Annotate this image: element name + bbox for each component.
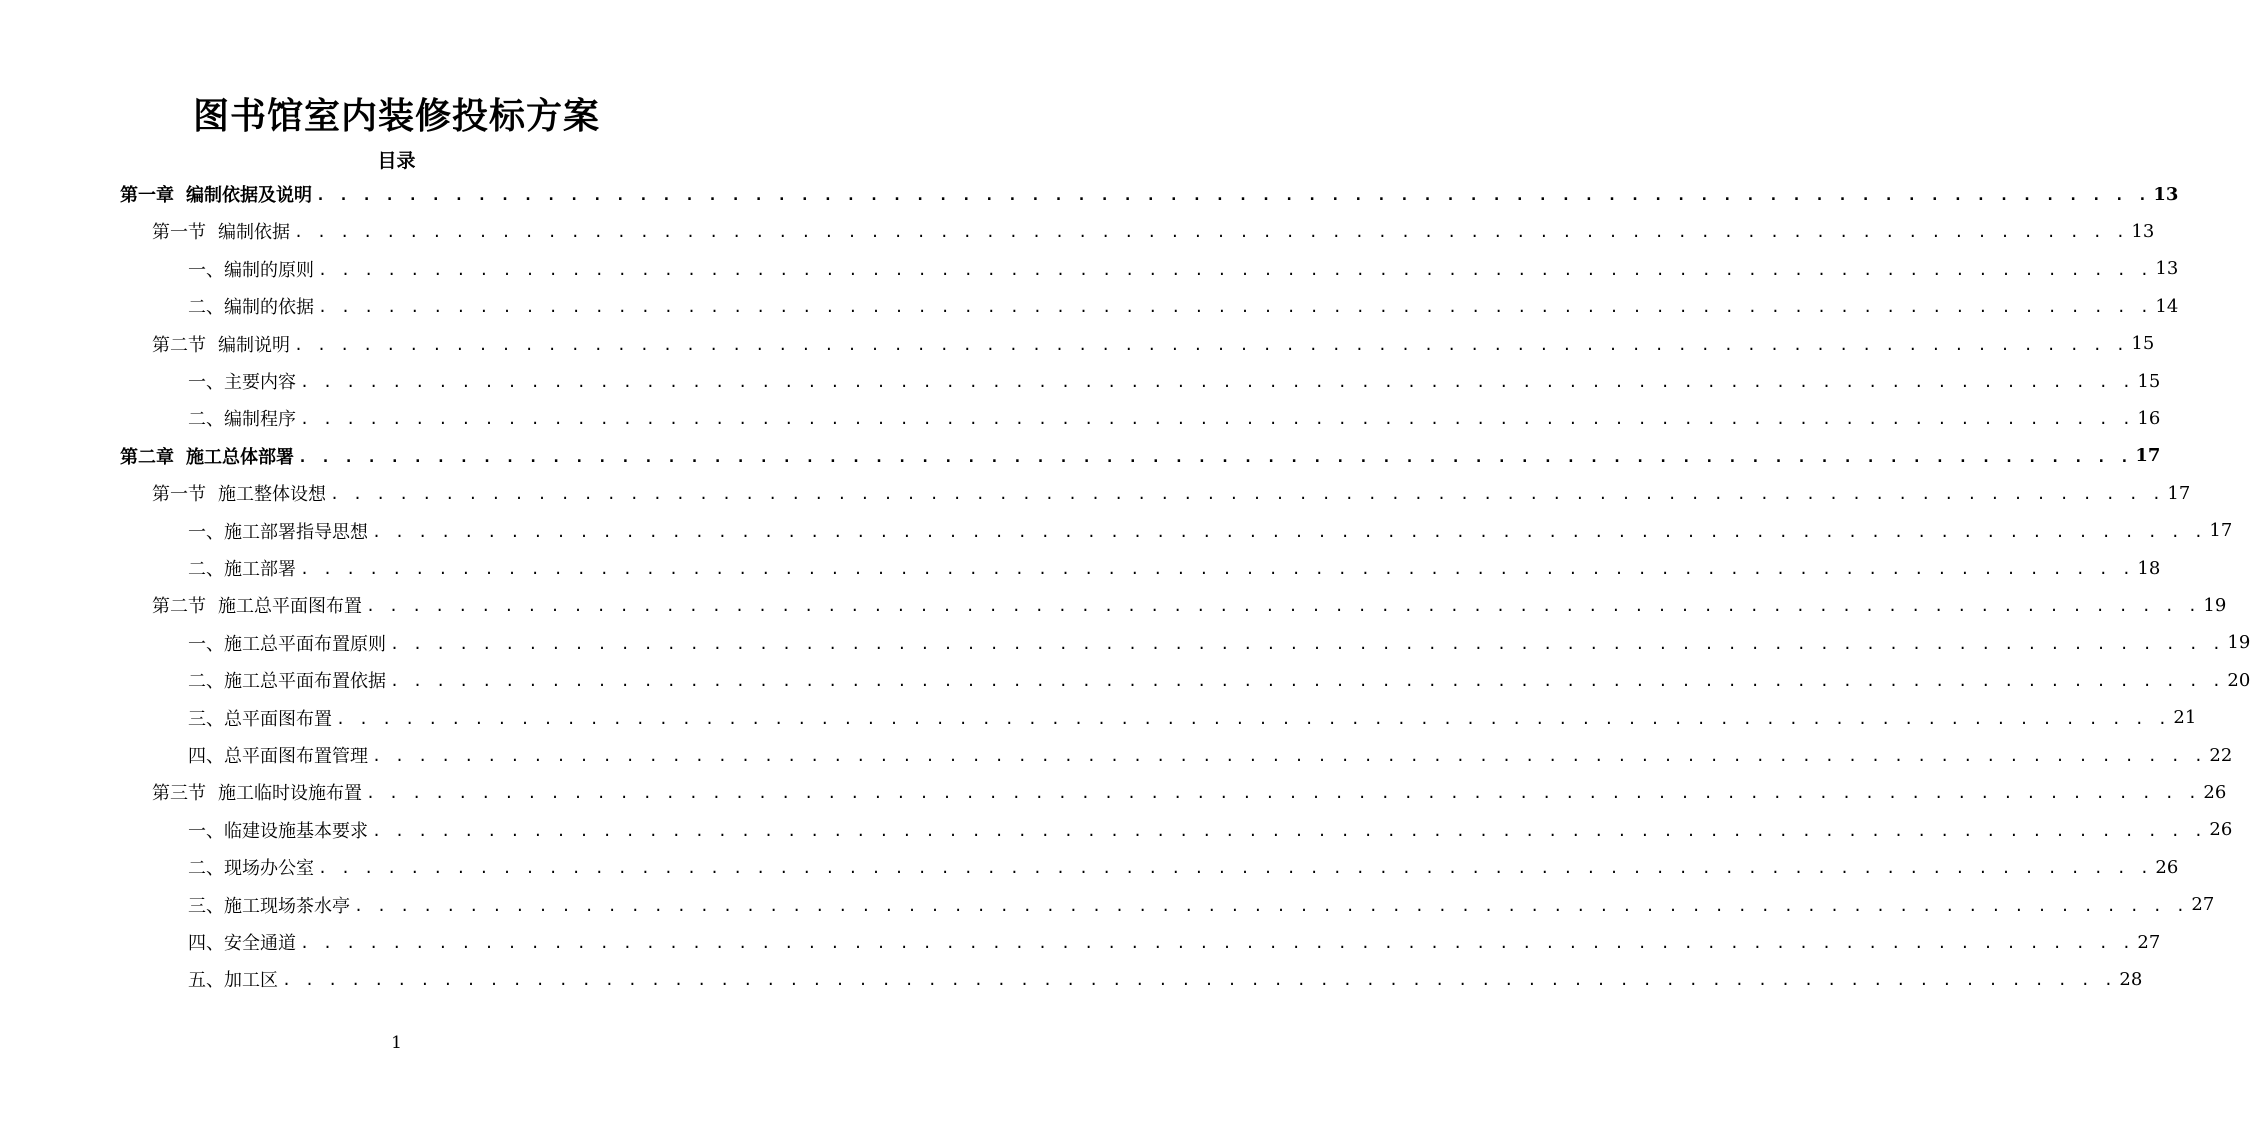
toc-entry-label [152, 480, 326, 506]
toc-entry[interactable] [188, 366, 2161, 396]
document-title: 图书馆室内装修投标方案 [192, 95, 600, 137]
toc-entry-label [188, 929, 296, 955]
toc-entry-text: 一、施工部署指导思想 [188, 521, 368, 543]
toc-dot-leader: . . . . . . . . . . . . . . . . . . . . . . . . . . . . . . . . . . . . . . . . . . . . . . . . . . . . . . . . . . . . . . . . . . . . . . . . . . . . . . . . [294, 223, 2128, 242]
toc-entry-page: 17 [2135, 445, 2161, 467]
toc-entry-label [188, 555, 296, 581]
toc-entry-text: 编制说明 [218, 334, 290, 356]
toc-dot-leader: . . . . . . . . . . . . . . . . . . . . . . . . . . . . . . . . . . . . . . . . . . . . . . . . . . . . . . . . . . . . . . . . . . . . . . . . . . . . . . . . [318, 859, 2152, 878]
toc-entry-text: 三、施工现场茶水亭 [188, 895, 350, 917]
toc-entry-text: 编制依据 [218, 222, 290, 244]
toc-entry[interactable] [152, 590, 2227, 620]
toc-entry-label [188, 256, 314, 282]
toc-entry-text: 施工总体部署 [186, 446, 294, 468]
toc-entry-label [188, 293, 314, 319]
toc-entry-label [188, 854, 314, 880]
toc-entry[interactable] [188, 927, 2161, 957]
toc-entry[interactable] [152, 329, 2155, 359]
toc-entry-page: 17 [2167, 482, 2191, 504]
toc-entry-label [188, 705, 332, 731]
toc-entry-label [152, 779, 362, 805]
toc-entry-text: 一、主要内容 [188, 372, 296, 393]
toc-entry[interactable] [188, 815, 2233, 845]
toc-entry[interactable] [188, 291, 2179, 321]
toc-entry-text: 三、总平面图布置 [188, 708, 332, 730]
toc-dot-leader: . . . . . . . . . . . . . . . . . . . . . . . . . . . . . . . . . . . . . . . . . . . . . . . . . . . . . . . . . . . . . . . . . . . . . . . . . . . . . . . . [366, 784, 2200, 803]
toc-entry-text: 二、现场办公室 [188, 858, 314, 880]
toc-entry-prefix: 第一章 [120, 185, 174, 206]
toc-entry-text: 施工总平面图布置 [218, 596, 362, 618]
toc-dot-leader: . . . . . . . . . . . . . . . . . . . . . . . . . . . . . . . . . . . . . . . . . . . . . . . . . . . . . . . . . . . . . . . . . . . . . . . . . . . . . . . . [354, 896, 2188, 915]
toc-entry-text: 施工临时设施布置 [218, 783, 362, 805]
toc-entry-label [188, 405, 296, 431]
toc-entry-text: 施工整体设想 [218, 484, 326, 506]
toc-entry-text: 编制依据及说明 [186, 185, 312, 206]
toc-dot-leader: . . . . . . . . . . . . . . . . . . . . . . . . . . . . . . . . . . . . . . . . . . . . . . . . . . . . . . . . . . . . . . . . . . . . . . . . . . . . . . . . [300, 934, 2134, 952]
toc-entry-label [188, 892, 350, 918]
toc-dot-leader: . . . . . . . . . . . . . . . . . . . . . . . . . . . . . . . . . . . . . . . . . . . . . . . . . . . . . . . . . . . . . . . . . . . . . . . . . . . . . . . . [316, 186, 2150, 204]
toc-entry-page: 17 [2209, 520, 2233, 542]
toc-entry-page: 27 [2137, 931, 2161, 953]
toc-entry[interactable] [188, 553, 2161, 583]
toc-entry-text: 二、施工部署 [188, 559, 296, 580]
toc-entry-label [152, 592, 362, 618]
toc-entry[interactable] [188, 665, 2250, 695]
toc-entry-prefix: 第二章 [120, 446, 174, 468]
toc-entry-label [120, 443, 294, 469]
toc-entry-page: 28 [2119, 968, 2143, 990]
toc-entry-page: 26 [2203, 781, 2227, 803]
toc-entry[interactable] [120, 441, 2161, 471]
toc-dot-leader: . . . . . . . . . . . . . . . . . . . . . . . . . . . . . . . . . . . . . . . . . . . . . . . . . . . . . . . . . . . . . . . . . . . . . . . . . . . . . . . . [300, 410, 2134, 429]
toc-entry-page: 26 [2209, 819, 2233, 841]
toc-entry-label [120, 181, 312, 207]
toc-entry-page: 20 [2227, 669, 2250, 691]
toc-entry-page: 13 [2153, 183, 2179, 205]
toc-entry-label [152, 218, 290, 244]
toc-dot-leader: . . . . . . . . . . . . . . . . . . . . . . . . . . . . . . . . . . . . . . . . . . . . . . . . . . . . . . . . . . . . . . . . . . . . . . . . . . . . . . . . [372, 747, 2206, 765]
toc-entry-text: 四、安全通道 [188, 933, 296, 954]
toc-entry-page: 13 [2155, 258, 2179, 280]
toc-entry-page: 19 [2227, 632, 2250, 654]
toc-entry-text: 五、加工区 [188, 970, 278, 992]
toc-entry-label [152, 331, 290, 357]
toc-dot-leader: . . . . . . . . . . . . . . . . . . . . . . . . . . . . . . . . . . . . . . . . . . . . . . . . . . . . . . . . . . . . . . . . . . . . . . . . . . . . . . . . [300, 560, 2134, 578]
toc-dot-leader: . . . . . . . . . . . . . . . . . . . . . . . . . . . . . . . . . . . . . . . . . . . . . . . . . . . . . . . . . . . . . . . . . . . . . . . . . . . . . . . . [372, 821, 2206, 840]
toc-entry-page: 19 [2203, 594, 2227, 616]
toc-entry[interactable] [188, 403, 2161, 433]
toc-entry-page: 13 [2131, 220, 2155, 242]
toc-entry-text: 二、编制的依据 [188, 297, 314, 319]
toc-entry-label [188, 368, 296, 394]
toc-entry-page: 18 [2137, 557, 2161, 579]
toc-entry-page: 16 [2137, 407, 2161, 429]
toc-entry[interactable] [188, 516, 2233, 546]
toc-entry[interactable] [152, 777, 2227, 807]
toc-dot-leader: . . . . . . . . . . . . . . . . . . . . . . . . . . . . . . . . . . . . . . . . . . . . . . . . . . . . . . . . . . . . . . . . . . . . . . . . . . . . . . . . [318, 298, 2152, 317]
toc-entry-page: 22 [2209, 744, 2233, 766]
toc-entry-page: 15 [2137, 370, 2161, 392]
toc-entry-text: 一、施工总平面布置原则 [188, 633, 386, 655]
toc-entry[interactable] [188, 890, 2215, 920]
toc-entry[interactable] [188, 628, 2250, 658]
toc-entry[interactable] [188, 254, 2179, 284]
toc-entry-label [188, 667, 386, 693]
toc-dot-leader: . . . . . . . . . . . . . . . . . . . . . . . . . . . . . . . . . . . . . . . . . . . . . . . . . . . . . . . . . . . . . . . . . . . . . . . . . . . . . . . . [294, 335, 2128, 354]
toc-dot-leader: . . . . . . . . . . . . . . . . . . . . . . . . . . . . . . . . . . . . . . . . . . . . . . . . . . . . . . . . . . . . . . . . . . . . . . . . . . . . . . . . [372, 522, 2206, 541]
toc-entry[interactable] [188, 703, 2197, 733]
toc-entry-text: 四、总平面图布置管理 [188, 746, 368, 767]
toc-dot-leader: . . . . . . . . . . . . . . . . . . . . . . . . . . . . . . . . . . . . . . . . . . . . . . . . . . . . . . . . . . . . . . . . . . . . . . . . . . . . . . . . [330, 485, 2164, 504]
toc-entry-text: 二、施工总平面布置依据 [188, 671, 386, 693]
toc-dot-leader: . . . . . . . . . . . . . . . . . . . . . . . . . . . . . . . . . . . . . . . . . . . . . . . . . . . . . . . . . . . . . . . . . . . . . . . . . . . . . . . . [318, 260, 2152, 279]
toc-dot-leader: . . . . . . . . . . . . . . . . . . . . . . . . . . . . . . . . . . . . . . . . . . . . . . . . . . . . . . . . . . . . . . . . . . . . . . . . . . . . . . . . [282, 971, 2116, 990]
toc-entry-label [188, 742, 368, 768]
toc-entry-text: 一、编制的原则 [188, 259, 314, 281]
toc-entry[interactable] [152, 478, 2191, 508]
toc-entry[interactable] [120, 179, 2179, 209]
toc-entry-prefix: 第二节 [152, 596, 206, 618]
toc-dot-leader: . . . . . . . . . . . . . . . . . . . . . . . . . . . . . . . . . . . . . . . . . . . . . . . . . . . . . . . . . . . . . . . . . . . . . . . . . . . . . . . . [298, 447, 2132, 466]
toc-entry-label [188, 630, 386, 656]
toc-entry[interactable] [188, 964, 2143, 994]
toc-entry[interactable] [188, 852, 2179, 882]
toc-dot-leader: . . . . . . . . . . . . . . . . . . . . . . . . . . . . . . . . . . . . . . . . . . . . . . . . . . . . . . . . . . . . . . . . . . . . . . . . . . . . . . . . [300, 373, 2134, 391]
toc-dot-leader: . . . . . . . . . . . . . . . . . . . . . . . . . . . . . . . . . . . . . . . . . . . . . . . . . . . . . . . . . . . . . . . . . . . . . . . . . . . . . . . . [390, 634, 2224, 653]
page-number: 1 [391, 1033, 402, 1053]
toc-entry-page: 14 [2155, 295, 2179, 317]
toc-dot-leader: . . . . . . . . . . . . . . . . . . . . . . . . . . . . . . . . . . . . . . . . . . . . . . . . . . . . . . . . . . . . . . . . . . . . . . . . . . . . . . . . [336, 709, 2170, 728]
toc-entry[interactable] [188, 740, 2233, 770]
toc-entry-page: 15 [2131, 333, 2155, 355]
toc-entry-text: 二、编制程序 [188, 409, 296, 431]
toc-entry-page: 21 [2173, 707, 2197, 729]
toc-entry-page: 26 [2155, 856, 2179, 878]
toc-heading: 目录 [377, 150, 416, 172]
toc-entry-label [188, 518, 368, 544]
toc-dot-leader: . . . . . . . . . . . . . . . . . . . . . . . . . . . . . . . . . . . . . . . . . . . . . . . . . . . . . . . . . . . . . . . . . . . . . . . . . . . . . . . . [390, 672, 2224, 691]
toc-entry-label [188, 966, 278, 992]
toc-entry-prefix: 第三节 [152, 783, 206, 805]
toc-entry-prefix: 第一节 [152, 484, 206, 506]
toc-entry-label [188, 817, 368, 843]
toc-entry-prefix: 第一节 [152, 222, 206, 244]
toc-entry[interactable] [152, 216, 2155, 246]
toc-entry-text: 一、临建设施基本要求 [188, 820, 368, 842]
toc-dot-leader: . . . . . . . . . . . . . . . . . . . . . . . . . . . . . . . . . . . . . . . . . . . . . . . . . . . . . . . . . . . . . . . . . . . . . . . . . . . . . . . . [366, 597, 2200, 616]
toc-entry-page: 27 [2191, 894, 2215, 916]
toc-entry-prefix: 第二节 [152, 334, 206, 356]
